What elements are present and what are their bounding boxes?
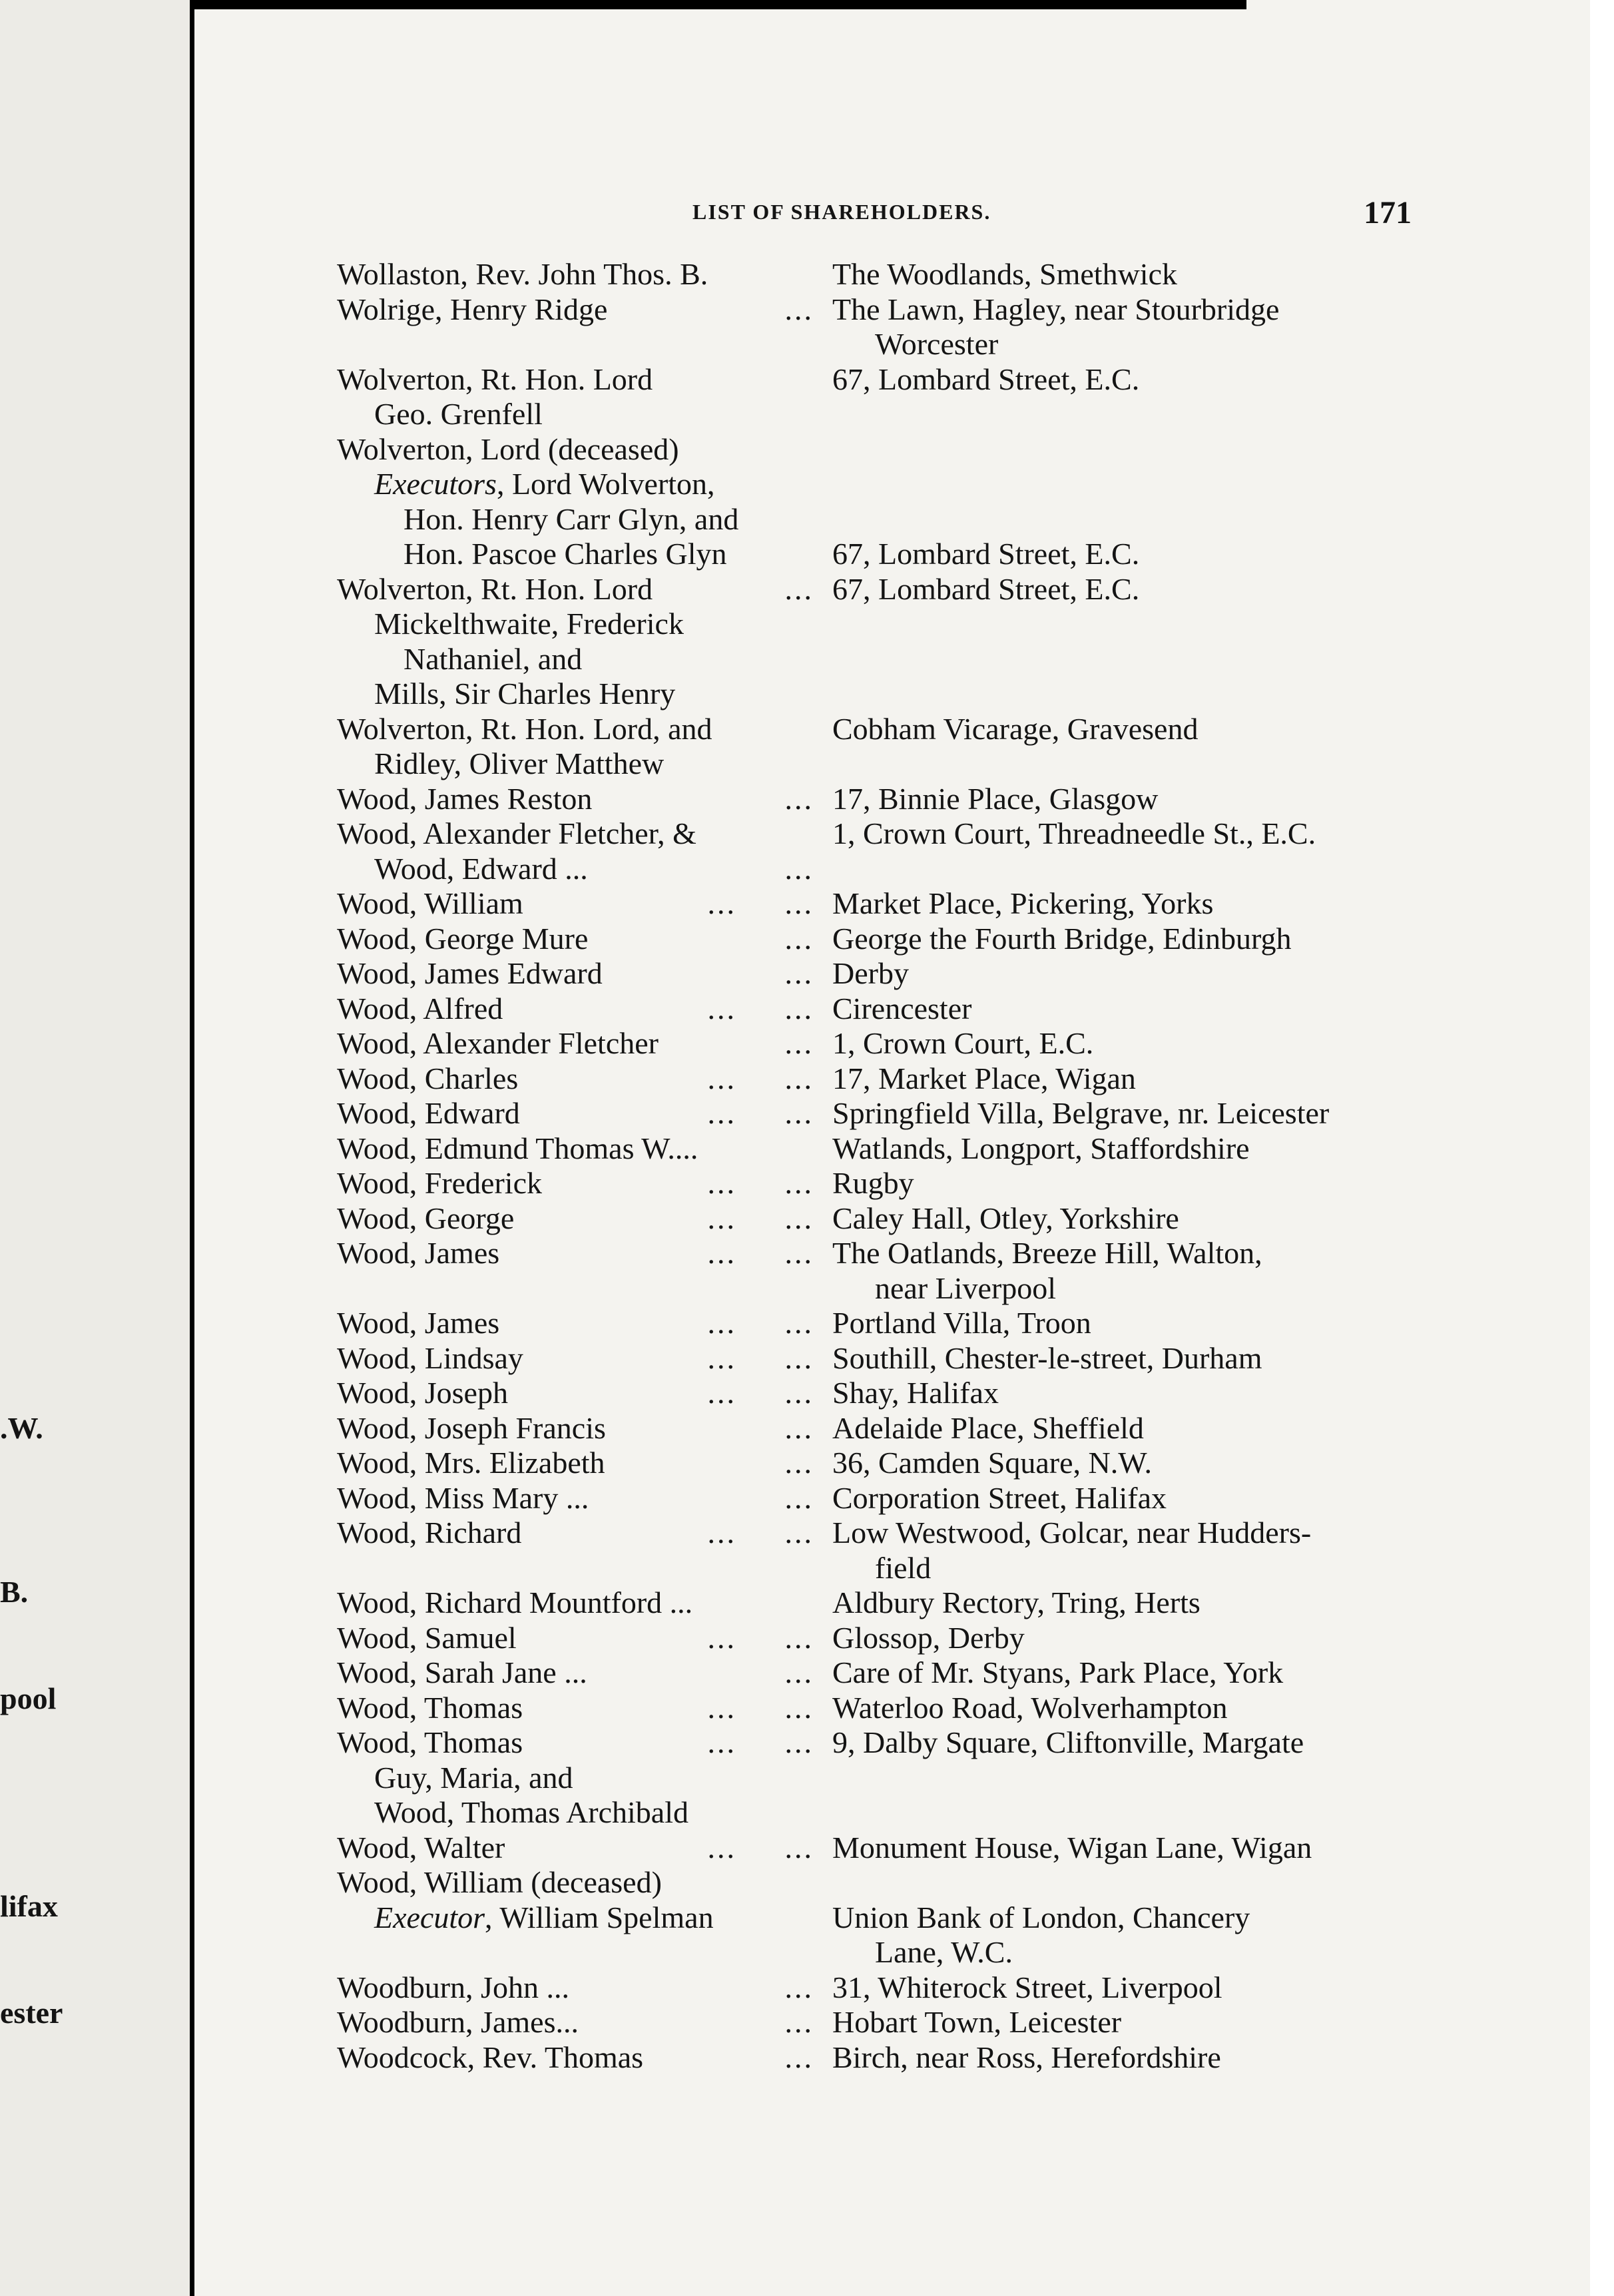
leader-dots: ... ... xyxy=(707,1166,814,1200)
shareholder-name xyxy=(337,2005,814,2040)
shareholder-name xyxy=(337,1341,814,1376)
shareholder-address: Springfield Villa, Belgrave, nr. Leicester xyxy=(832,1096,1330,1130)
name-text: Wood, Walter xyxy=(337,1830,505,1865)
shareholder-name xyxy=(337,886,814,922)
shareholder-name xyxy=(337,677,814,712)
shareholder-entry xyxy=(337,2005,1416,2040)
leader-dots: ... ... xyxy=(707,1620,814,1655)
leader-dots: ... ... xyxy=(707,1830,814,1865)
name-text: Wolverton, Rt. Hon. Lord xyxy=(337,362,653,396)
shareholder-name xyxy=(337,1131,814,1167)
shareholder-address xyxy=(814,642,1416,677)
shareholder-entry xyxy=(337,992,1416,1027)
shareholder-address: Cirencester xyxy=(832,991,972,1025)
shareholder-entry xyxy=(337,1516,1416,1585)
name-text: Wood, Joseph xyxy=(337,1376,508,1410)
scan-margin xyxy=(1590,0,1614,2296)
shareholder-address xyxy=(814,746,1416,782)
shareholder-entry xyxy=(337,1725,1416,1831)
entry-line xyxy=(337,467,1416,502)
entry-line xyxy=(337,537,1416,572)
shareholder-address xyxy=(814,677,1416,712)
shareholder-address: Waterloo Road, Wolverhampton xyxy=(832,1690,1228,1725)
shareholder-address: 17, Market Place, Wigan xyxy=(832,1061,1136,1095)
facing-page-fragment: lifax xyxy=(0,1889,58,1923)
name-text: , Lord Wolverton, xyxy=(496,467,715,501)
shareholder-name xyxy=(337,607,814,642)
entry-line xyxy=(337,607,1416,642)
name-text: Wood, Thomas xyxy=(337,1690,523,1725)
shareholder-name xyxy=(337,1831,814,1866)
shareholder-address: 67, Lombard Street, E.C. xyxy=(832,537,1140,571)
facing-page-fragment: .W. xyxy=(0,1411,43,1445)
shareholder-name xyxy=(337,782,814,817)
shareholder-address: The Woodlands, Smethwick xyxy=(832,257,1177,291)
shareholder-name xyxy=(337,257,814,292)
shareholder-address: Glossop, Derby xyxy=(832,1620,1025,1655)
leader-dots: ... xyxy=(784,571,814,606)
shareholder-name xyxy=(337,2040,814,2076)
entry-line xyxy=(337,1970,1416,2006)
shareholder-name xyxy=(337,852,814,887)
name-text: Wolverton, Rt. Hon. Lord xyxy=(337,571,653,606)
entry-line xyxy=(337,712,1416,747)
shareholder-entry xyxy=(337,922,1416,957)
shareholder-entry xyxy=(337,1096,1416,1131)
shareholder-entry xyxy=(337,1481,1416,1516)
entry-line xyxy=(337,746,1416,782)
shareholder-name xyxy=(337,1096,814,1131)
shareholder-list xyxy=(337,257,1416,2075)
shareholder-name xyxy=(337,1481,814,1516)
leader-dots: ... ... xyxy=(707,1340,814,1375)
shareholder-address xyxy=(814,1795,1416,1831)
shareholder-name xyxy=(337,922,814,957)
shareholder-entry xyxy=(337,1236,1416,1306)
name-text: Geo. Grenfell xyxy=(374,397,543,431)
shareholder-entry xyxy=(337,1446,1416,1481)
leader-dots: ... ... xyxy=(707,1376,814,1410)
name-text: Ridley, Oliver Matthew xyxy=(374,746,665,780)
shareholder-entry xyxy=(337,1621,1416,1656)
name-text: Wood, Miss Mary ... xyxy=(337,1480,589,1515)
shareholder-address: Union Bank of London, Chancery xyxy=(832,1900,1250,1934)
shareholder-name xyxy=(337,1761,814,1796)
shareholder-entry xyxy=(337,816,1416,886)
shareholder-address: Monument House, Wigan Lane, Wigan xyxy=(832,1830,1312,1865)
shareholder-address xyxy=(814,607,1416,642)
facing-page-fragment: ester xyxy=(0,1996,63,2030)
name-text: Wood, Charles xyxy=(337,1061,519,1095)
shareholder-name xyxy=(337,1446,814,1481)
leader-dots: ... xyxy=(784,921,814,956)
entry-line xyxy=(337,2005,1416,2040)
shareholder-address: The Oatlands, Breeze Hill, Walton, xyxy=(832,1236,1262,1270)
leader-dots: ... ... xyxy=(707,1201,814,1235)
name-text: Nathaniel, and xyxy=(404,641,583,676)
leader-dots: ... ... xyxy=(707,1725,814,1759)
leader-dots: ... xyxy=(784,781,814,816)
entry-line xyxy=(337,1061,1416,1097)
entry-line xyxy=(337,1551,1416,1586)
name-text: Wood, James Edward xyxy=(337,956,603,990)
shareholder-name xyxy=(337,1271,814,1306)
shareholder-name xyxy=(337,1551,814,1586)
shareholder-entry xyxy=(337,1201,1416,1237)
shareholder-address: Low Westwood, Golcar, near Hudders- xyxy=(832,1516,1312,1550)
shareholder-name xyxy=(337,1970,814,2006)
shareholder-name xyxy=(337,642,814,677)
entry-line xyxy=(337,1655,1416,1691)
shareholder-name xyxy=(337,712,814,747)
name-text: Wood, Thomas xyxy=(337,1725,523,1759)
entry-line xyxy=(337,257,1416,292)
entry-line xyxy=(337,677,1416,712)
entry-line xyxy=(337,886,1416,922)
entry-line xyxy=(337,816,1416,852)
leader-dots: ... xyxy=(784,1970,814,2004)
shareholder-name xyxy=(337,746,814,782)
leader-dots: ... xyxy=(784,1410,814,1445)
name-text: Wood, Lindsay xyxy=(337,1340,523,1375)
shareholder-name xyxy=(337,362,814,398)
name-text: Wood, Richard xyxy=(337,1516,522,1550)
leader-dots: ... xyxy=(784,292,814,326)
entry-line xyxy=(337,572,1416,607)
entry-line xyxy=(337,642,1416,677)
shareholder-entry xyxy=(337,2040,1416,2076)
entry-line xyxy=(337,1516,1416,1551)
shareholder-name xyxy=(337,292,814,328)
entry-line xyxy=(337,1691,1416,1726)
name-text: Wood, Samuel xyxy=(337,1620,517,1655)
shareholder-name xyxy=(337,1725,814,1761)
shareholder-address: Caley Hall, Otley, Yorkshire xyxy=(832,1201,1179,1235)
entry-line xyxy=(337,502,1416,537)
shareholder-name xyxy=(337,1061,814,1097)
shareholder-entry xyxy=(337,1166,1416,1201)
running-title: LIST OF SHAREHOLDERS. xyxy=(692,200,991,224)
entry-line xyxy=(337,2040,1416,2076)
shareholder-name xyxy=(337,327,814,362)
shareholder-address: Care of Mr. Styans, Park Place, York xyxy=(832,1655,1284,1689)
entry-line xyxy=(337,362,1416,398)
shareholder-name xyxy=(337,1376,814,1411)
shareholder-address: near Liverpool xyxy=(875,1271,1057,1305)
name-text: Wolverton, Rt. Hon. Lord, and xyxy=(337,711,712,746)
shareholder-address: 17, Binnie Place, Glasgow xyxy=(832,781,1159,816)
shareholder-entry xyxy=(337,782,1416,817)
shareholder-name xyxy=(337,1201,814,1237)
shareholder-name xyxy=(337,1691,814,1726)
shareholder-address: Worcester xyxy=(875,327,999,361)
shareholder-name xyxy=(337,1900,814,1936)
shareholder-address xyxy=(814,432,1416,467)
name-text: Wood, Mrs. Elizabeth xyxy=(337,1446,605,1480)
shareholder-name xyxy=(337,1621,814,1656)
shareholder-name xyxy=(337,1236,814,1271)
shareholder-name xyxy=(337,816,814,852)
shareholder-entry xyxy=(337,432,1416,572)
entry-line xyxy=(337,1621,1416,1656)
scan-border xyxy=(194,0,1246,9)
name-text: Wood, Edmund Thomas W.... xyxy=(337,1131,698,1165)
shareholder-address xyxy=(814,502,1416,537)
entry-line xyxy=(337,1935,1416,1970)
shareholder-address xyxy=(814,852,1416,887)
leader-dots: ... xyxy=(784,1446,814,1480)
shareholder-name xyxy=(337,1585,814,1621)
name-text: Wood, Edward ... xyxy=(374,851,588,886)
shareholder-entry xyxy=(337,1970,1416,2006)
entry-line xyxy=(337,1341,1416,1376)
leader-dots: ... xyxy=(784,851,814,886)
entry-line xyxy=(337,1481,1416,1516)
name-text: Wood, Thomas Archibald xyxy=(374,1795,688,1829)
name-text: Hon. Pascoe Charles Glyn xyxy=(404,537,727,571)
shareholder-entry xyxy=(337,886,1416,922)
name-text: Wolverton, Lord (deceased) xyxy=(337,431,679,466)
leader-dots: ... ... xyxy=(707,1516,814,1550)
shareholder-address: Birch, near Ross, Herefordshire xyxy=(832,2040,1221,2074)
shareholder-entry xyxy=(337,257,1416,292)
shareholder-name xyxy=(337,397,814,432)
shareholder-name xyxy=(337,1026,814,1061)
entry-line xyxy=(337,1376,1416,1411)
leader-dots: ... ... xyxy=(707,991,814,1025)
shareholder-name xyxy=(337,1516,814,1551)
name-text: Wood, William xyxy=(337,886,523,920)
shareholder-entry xyxy=(337,572,1416,712)
entry-line xyxy=(337,327,1416,362)
name-text: Mills, Sir Charles Henry xyxy=(374,677,676,711)
leader-dots: ... xyxy=(784,2005,814,2039)
shareholder-name xyxy=(337,956,814,992)
shareholder-address: Market Place, Pickering, Yorks xyxy=(832,886,1214,920)
name-text: Woodburn, John ... xyxy=(337,1970,569,2004)
leader-dots: ... ... xyxy=(707,1306,814,1340)
shareholder-name xyxy=(337,467,814,502)
name-text: Wolrige, Henry Ridge xyxy=(337,292,608,326)
entry-line xyxy=(337,1446,1416,1481)
shareholder-address: field xyxy=(875,1550,932,1585)
name-text: Wood, George Mure xyxy=(337,921,589,956)
entry-line xyxy=(337,782,1416,817)
shareholder-entry xyxy=(337,1376,1416,1411)
name-text: Wollaston, Rev. John Thos. B. xyxy=(337,257,708,291)
leader-dots: ... ... xyxy=(707,1236,814,1270)
name-text: Hon. Henry Carr Glyn, and xyxy=(404,501,739,536)
entry-line xyxy=(337,1236,1416,1271)
shareholder-entry xyxy=(337,1865,1416,1970)
shareholder-entry xyxy=(337,1131,1416,1167)
shareholder-address: 1, Crown Court, Threadneedle St., E.C. xyxy=(832,816,1316,850)
shareholder-address: Corporation Street, Halifax xyxy=(832,1480,1167,1515)
shareholder-name xyxy=(337,1306,814,1341)
entry-line xyxy=(337,1795,1416,1831)
shareholder-name xyxy=(337,1795,814,1831)
shareholder-entry xyxy=(337,1411,1416,1446)
name-text: Wood, Alexander Fletcher, & xyxy=(337,816,696,850)
executor-label: Executors xyxy=(374,467,497,501)
entry-line xyxy=(337,1865,1416,1900)
entry-line xyxy=(337,1131,1416,1167)
leader-dots: ... xyxy=(784,956,814,990)
name-text: Woodburn, James... xyxy=(337,2005,579,2039)
name-text: Wood, James xyxy=(337,1306,500,1340)
shareholder-entry xyxy=(337,1691,1416,1726)
entry-line xyxy=(337,956,1416,992)
entry-line xyxy=(337,1761,1416,1796)
shareholder-name xyxy=(337,1865,814,1900)
shareholder-address xyxy=(814,467,1416,502)
shareholder-entry xyxy=(337,1585,1416,1621)
entry-line xyxy=(337,292,1416,328)
leader-dots: ... ... xyxy=(707,1061,814,1095)
name-text: Mickelthwaite, Frederick xyxy=(374,607,684,641)
shareholder-address: 67, Lombard Street, E.C. xyxy=(832,571,1140,606)
name-text: Wood, Alfred xyxy=(337,991,503,1025)
entry-line xyxy=(337,432,1416,467)
shareholder-entry xyxy=(337,1655,1416,1691)
shareholder-entry xyxy=(337,956,1416,992)
shareholder-address: Aldbury Rectory, Tring, Herts xyxy=(832,1585,1201,1619)
name-text: Wood, Frederick xyxy=(337,1166,542,1200)
shareholder-address xyxy=(814,397,1416,432)
entry-line xyxy=(337,1166,1416,1201)
shareholder-name xyxy=(337,1411,814,1446)
leader-dots: ... xyxy=(784,1026,814,1060)
name-text: Wood, James Reston xyxy=(337,781,593,816)
shareholder-entry xyxy=(337,1026,1416,1061)
entry-line xyxy=(337,1900,1416,1936)
shareholder-entry xyxy=(337,1306,1416,1341)
shareholder-name xyxy=(337,502,814,537)
leader-dots: ... xyxy=(784,1655,814,1689)
shareholder-name xyxy=(337,537,814,572)
entry-line xyxy=(337,1201,1416,1237)
name-text: Wood, George xyxy=(337,1201,515,1235)
shareholder-address: George the Fourth Bridge, Edinburgh xyxy=(832,921,1292,956)
name-text: Woodcock, Rev. Thomas xyxy=(337,2040,644,2074)
facing-page-edge xyxy=(0,0,190,2296)
name-text: , William Spelman xyxy=(485,1900,714,1934)
shareholder-address: Southill, Chester-le-street, Durham xyxy=(832,1340,1262,1375)
entry-line xyxy=(337,1831,1416,1866)
shareholder-address: Adelaide Place, Sheffield xyxy=(832,1410,1144,1445)
shareholder-address: Derby xyxy=(832,956,909,990)
shareholder-name xyxy=(337,1655,814,1691)
shareholder-address: Shay, Halifax xyxy=(832,1376,999,1410)
shareholder-entry xyxy=(337,712,1416,782)
shareholder-address: 31, Whiterock Street, Liverpool xyxy=(832,1970,1222,2004)
shareholder-address: Hobart Town, Leicester xyxy=(832,2005,1122,2039)
leader-dots: ... xyxy=(784,2040,814,2074)
name-text: Guy, Maria, and xyxy=(374,1760,573,1795)
shareholder-address: Cobham Vicarage, Gravesend xyxy=(832,711,1199,746)
entry-line xyxy=(337,852,1416,887)
entry-line xyxy=(337,1026,1416,1061)
leader-dots: ... ... xyxy=(707,886,814,920)
shareholder-address: Rugby xyxy=(832,1166,914,1200)
entry-line xyxy=(337,397,1416,432)
shareholder-address xyxy=(814,1865,1416,1900)
shareholder-address: Portland Villa, Troon xyxy=(832,1306,1091,1340)
facing-page-fragment: B. xyxy=(0,1575,29,1609)
entry-line xyxy=(337,1096,1416,1131)
entry-line xyxy=(337,1271,1416,1306)
name-text: Wood, James xyxy=(337,1236,500,1270)
entry-line xyxy=(337,1725,1416,1761)
name-text: Wood, Richard Mountford ... xyxy=(337,1585,693,1619)
shareholder-entry xyxy=(337,292,1416,362)
shareholder-name xyxy=(337,1935,814,1970)
name-text: Wood, William (deceased) xyxy=(337,1865,662,1899)
shareholder-entry xyxy=(337,1061,1416,1097)
entry-line xyxy=(337,1585,1416,1621)
page-number: 171 xyxy=(1364,195,1412,230)
shareholder-address: The Lawn, Hagley, near Stourbridge xyxy=(832,292,1280,326)
leader-dots: ... ... xyxy=(707,1690,814,1725)
shareholder-address: 1, Crown Court, E.C. xyxy=(832,1026,1094,1060)
shareholder-entry xyxy=(337,1341,1416,1376)
shareholder-address: Lane, W.C. xyxy=(875,1935,1013,1969)
shareholder-name xyxy=(337,432,814,467)
shareholder-entry xyxy=(337,362,1416,432)
shareholder-address: 9, Dalby Square, Cliftonville, Margate xyxy=(832,1725,1304,1759)
name-text: Wood, Edward xyxy=(337,1096,520,1130)
shareholder-name xyxy=(337,1166,814,1201)
facing-page-fragment: pool xyxy=(0,1681,57,1715)
entry-line xyxy=(337,1411,1416,1446)
page-header xyxy=(692,194,1412,232)
name-text: Wood, Joseph Francis xyxy=(337,1410,606,1445)
leader-dots: ... ... xyxy=(707,1096,814,1130)
name-text: Wood, Alexander Fletcher xyxy=(337,1026,659,1060)
shareholder-name xyxy=(337,572,814,607)
shareholder-address: 36, Camden Square, N.W. xyxy=(832,1446,1152,1480)
entry-line xyxy=(337,922,1416,957)
shareholder-address: Watlands, Longport, Staffordshire xyxy=(832,1131,1250,1165)
shareholder-address: 67, Lombard Street, E.C. xyxy=(832,362,1140,396)
leader-dots: ... xyxy=(784,1480,814,1515)
shareholder-entry xyxy=(337,1831,1416,1866)
shareholder-address xyxy=(814,1761,1416,1796)
shareholder-name xyxy=(337,992,814,1027)
name-text: Wood, Sarah Jane ... xyxy=(337,1655,587,1689)
entry-line xyxy=(337,1306,1416,1341)
executor-label: Executor xyxy=(374,1900,485,1934)
entry-line xyxy=(337,992,1416,1027)
